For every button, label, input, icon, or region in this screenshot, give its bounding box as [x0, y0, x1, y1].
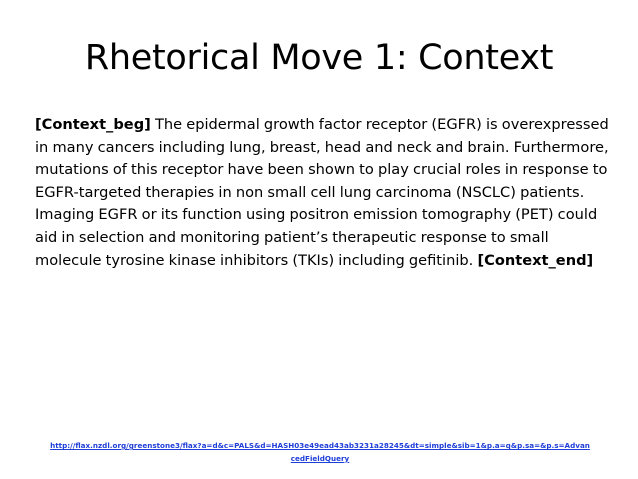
slide-title: Rhetorical Move 1: Context: [84, 38, 554, 78]
body-paragraph: [35, 114, 610, 272]
source-link[interactable]: http://flax.nzdl.org/greenstone3/flax?a=d&c=PALS&d=HASH03e49ead43ab3231a28245&dt=simple&sib=1&p.a=q&p.sa=&p.s=AdvancedFieldQuery: [50, 441, 590, 463]
context-begin-tag: [Context_beg]: [35, 116, 151, 133]
context-end-tag: [Context_end]: [477, 251, 594, 269]
body-text: The epidermal growth factor receptor (EGFR) is overexpressed in many cancers including lung, breast, head and neck and brain. Furthermore, mutations of this receptor have been shown to play crucial roles in response to EGFR-targeted therapies in non small cell lung carcinoma (NSCLC) patients. Imaging EGFR or its function using positron emission tomography (PET) could aid in selection and monitoring patient’s therapeutic response to small molecule tyrosine kinase inhibitors (TKIs) including gefitinib.: [35, 116, 609, 269]
